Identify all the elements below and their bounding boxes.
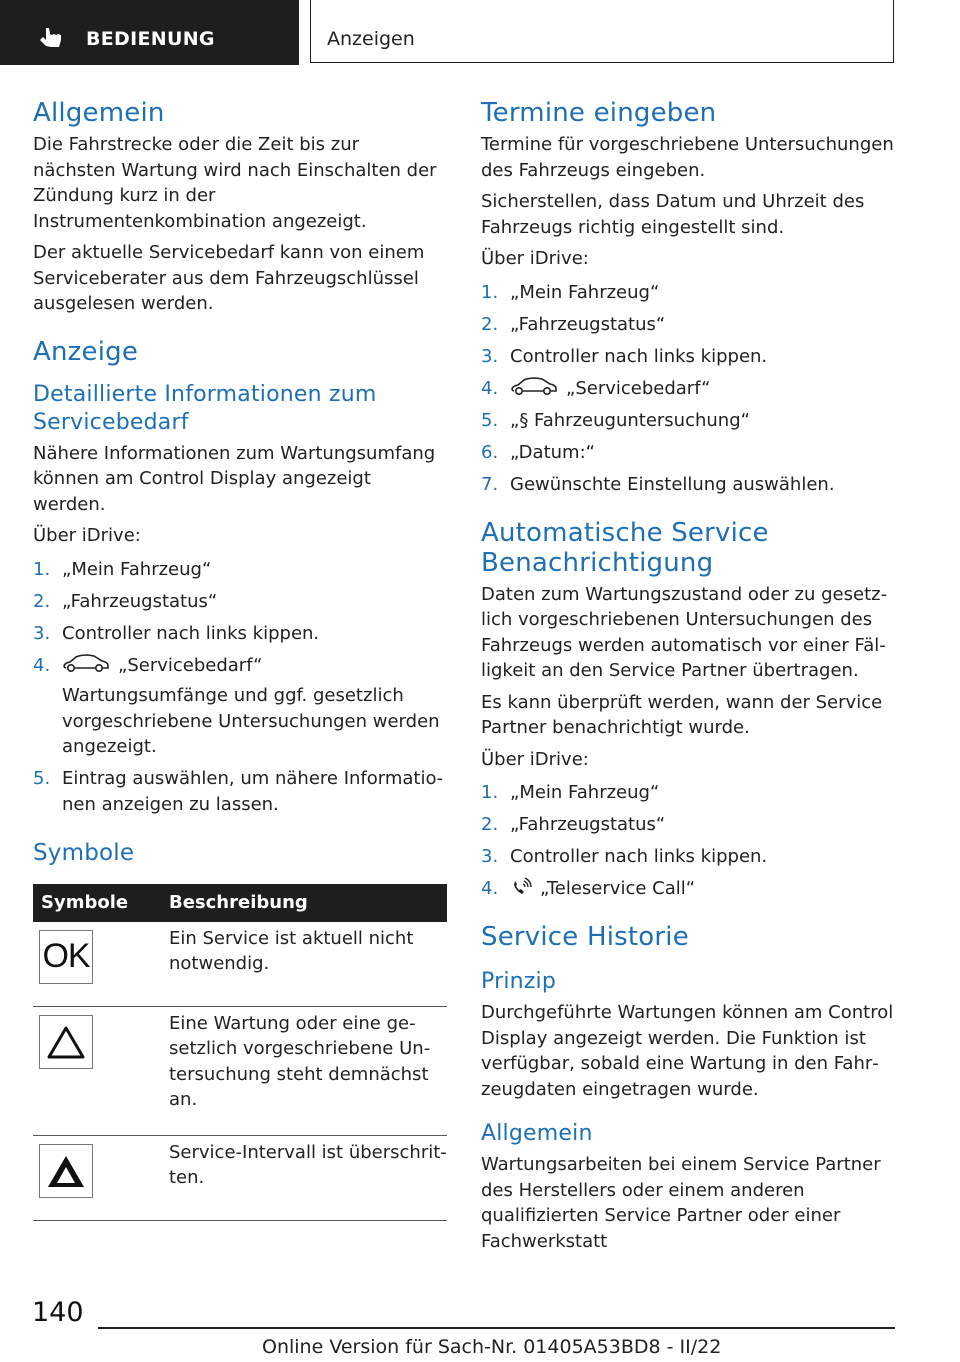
ok-icon: OK — [39, 930, 93, 984]
list-item: 3. Controller nach links kippen. — [481, 345, 768, 367]
warning-outline-icon — [39, 1015, 93, 1069]
warning-filled-icon — [39, 1144, 93, 1198]
list-item: 4. „Servicebedarf“ — [481, 377, 711, 399]
list-item: 4. „Servicebedarf“ Wartungsumfänge und ggf. gesetzlich vorgeschriebene Untersuchungen werden angezeigt. — [33, 653, 443, 760]
list-item: 5. Eintrag auswählen, um nähere Informationen anzeigen zu lassen. — [33, 768, 443, 815]
heading-automatische-service-benachrichtigung: Automatische Service Benachrichtigung — [481, 517, 769, 578]
paragraph: Über iDrive: — [481, 248, 589, 269]
table-row — [33, 1006, 447, 1135]
description-cell: Service-Intervall ist überschritten. — [169, 1135, 447, 1220]
list-item: 2. „Fahrzeugstatus“ — [481, 814, 666, 835]
table-header-beschreibung: Beschreibung — [169, 884, 447, 922]
paragraph: Nähere Informationen zum Wartungsumfang können am Control Display angezeigt werden. — [33, 442, 436, 515]
car-service-icon — [62, 654, 110, 674]
list-item: 6. „Datum:“ — [481, 441, 595, 463]
list-item: 1. „Mein Fahrzeug“ — [33, 558, 212, 580]
section-title: BEDIENUNG — [86, 28, 215, 50]
heading-termine-eingeben: Termine eingeben — [481, 98, 717, 128]
header-chapter-box — [310, 0, 894, 63]
symbol-cell — [33, 1006, 169, 1135]
footer-version-text: Online Version für Sach-Nr. 01405A53BD8 - II/22 — [262, 1336, 722, 1358]
header-section-tab — [0, 0, 299, 65]
symbol-cell — [33, 922, 169, 1007]
paragraph: Der aktuelle Servicebedarf kann von einem Serviceberater aus dem Fahrzeugschlüssel ausgelesen werden. — [33, 242, 425, 314]
teleservice-call-icon — [510, 877, 532, 897]
paragraph: Daten zum Wartungszustand oder zu gesetzlich vorgeschriebenen Untersuchungen des Fahrzeugs werden automatisch vor einer Fälligkeit an den Service Partner übertragen. — [481, 583, 888, 681]
paragraph: Die Fahrstrecke oder die Zeit bis zur nächsten Wartung wird nach Einschalten der Zündung kurz in der Instrumentenkombination angezeigt. — [33, 134, 437, 232]
table-row — [33, 922, 447, 1007]
list-item: 3. Controller nach links kippen. — [33, 622, 320, 644]
list-item: 2. „Fahrzeugstatus“ — [33, 590, 218, 612]
paragraph: Termine für vorgeschriebene Untersuchungen des Fahrzeugs eingeben. — [481, 134, 894, 181]
symbol-table — [33, 884, 447, 1221]
heading-anzeige: Anzeige — [33, 336, 139, 367]
hand-pointer-icon — [37, 26, 65, 52]
heading-service-historie: Service Historie — [481, 922, 689, 952]
teleservice-steps-list — [481, 780, 899, 902]
right-column — [481, 98, 899, 1260]
left-column — [33, 98, 447, 1221]
chapter-title: Anzeigen — [327, 28, 415, 50]
table-row — [33, 1135, 447, 1220]
list-item: 4. „Teleservice Call“ — [481, 878, 696, 899]
paragraph: Sicherstellen, dass Datum und Uhrzeit des Fahrzeugs richtig eingestellt sind. — [481, 191, 865, 238]
footer-divider — [98, 1327, 895, 1329]
heading-detaillierte-informationen: Detaillierte Informationen zum Servicebedarf — [33, 381, 377, 435]
heading-allgemein: Allgemein — [33, 98, 165, 128]
list-item: 1. „Mein Fahrzeug“ — [481, 281, 660, 303]
table-header-symbole: Symbole — [33, 884, 169, 922]
paragraph: Wartungsarbeiten bei einem Service Partner des Herstellers oder einem anderen qualifizierten Service Partner oder einer Fachwerkstatt — [481, 1154, 881, 1252]
list-item: 2. „Fahrzeugstatus“ — [481, 313, 666, 335]
heading-allgemein: Allgemein — [481, 1121, 593, 1146]
description-cell: Ein Service ist aktuell nicht notwendig. — [169, 922, 447, 1007]
heading-prinzip: Prinzip — [481, 969, 557, 994]
description-cell: Eine Wartung oder eine gesetzlich vorgeschriebene Untersuchung steht demnächst an. — [169, 1006, 447, 1135]
symbol-cell — [33, 1135, 169, 1220]
heading-symbole: Symbole — [33, 839, 135, 866]
termine-steps-list — [481, 280, 899, 498]
list-item: 3. Controller nach links kippen. — [481, 846, 768, 867]
paragraph: Es kann überprüft werden, wann der Service Partner benachrichtigt wurde. — [481, 691, 883, 738]
idrive-steps-list — [33, 557, 443, 818]
list-item-subtext: Wartungsumfänge und ggf. gesetzlich vorgeschriebene Untersuchungen werden angezeigt. — [62, 685, 440, 757]
paragraph: Über iDrive: — [481, 748, 589, 770]
list-item: 1. „Mein Fahrzeug“ — [481, 782, 660, 803]
paragraph: Durchgeführte Wartungen können am Control Display angezeigt werden. Die Funktion ist verfügbar, sobald eine Wartung in den Fahrzeugdaten eingetragen wurde. — [481, 1002, 894, 1100]
paragraph: Über iDrive: — [33, 525, 141, 546]
car-service-icon — [510, 377, 558, 397]
list-item: 7. Gewünschte Einstellung auswählen. — [481, 473, 835, 495]
page-number: 140 — [32, 1297, 84, 1328]
list-item: 5. „§ Fahrzeuguntersuchung“ — [481, 409, 750, 431]
